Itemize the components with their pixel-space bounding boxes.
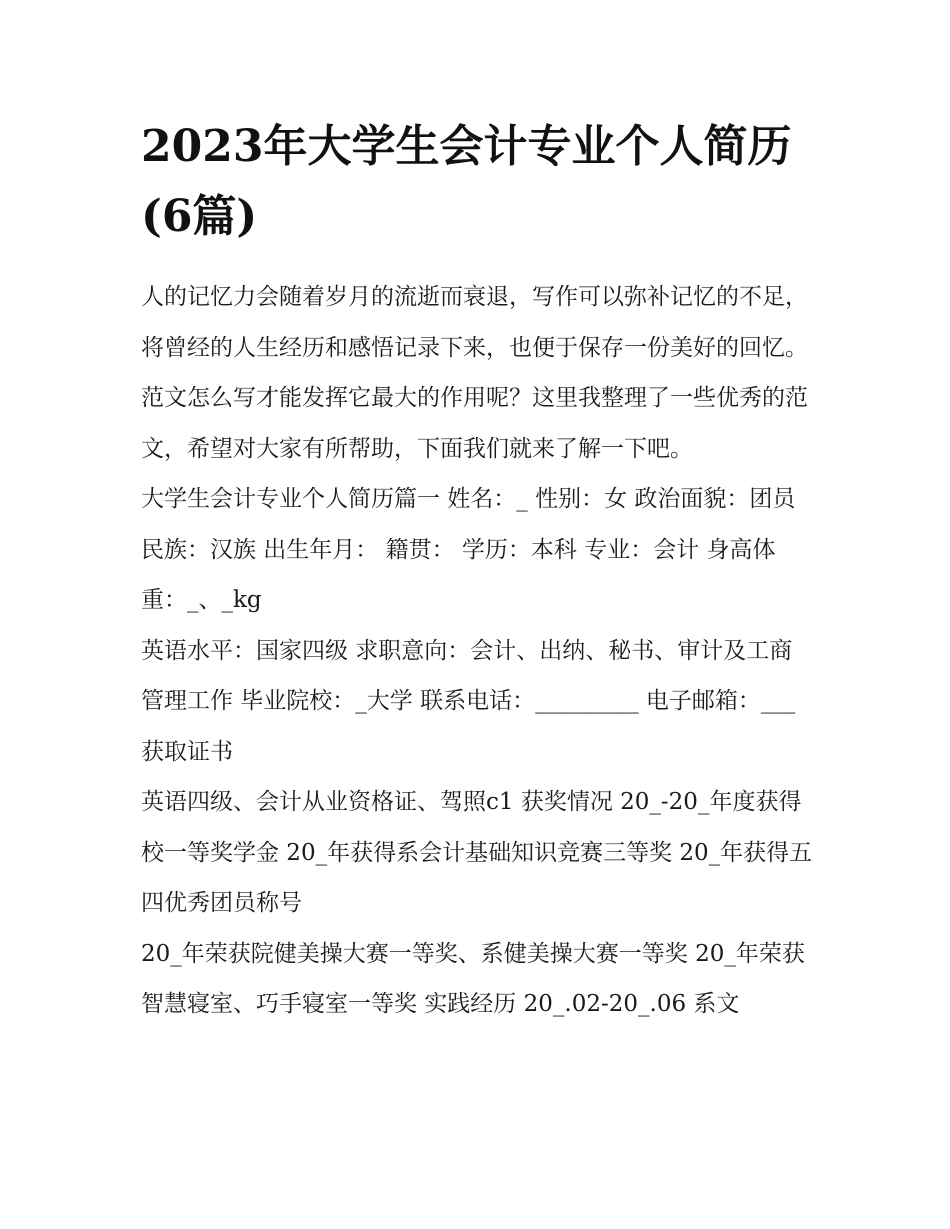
resume-awards-paragraph: 英语四级、会计从业资格证、驾照c1 获奖情况 20_-20_年度获得校一等奖学金 20_年获得系会计基础知识竞赛三等奖 20_年获得五四优秀团员称号	[141, 789, 813, 916]
resume-contact-paragraph: 英语水平：国家四级 求职意向：会计、出纳、秘书、审计及工商管理工作 毕业院校：_大学 联系电话：_________ 电子邮箱：___ 获取证书	[141, 637, 796, 765]
resume-experience-paragraph: 20_年荣获院健美操大赛一等奖、系健美操大赛一等奖 20_年荣获智慧寝室、巧手寝室一等奖 实践经历 20_.02-20_.06 系文	[141, 940, 805, 1017]
document-title: 2023年大学生会计专业个人简历(6篇)	[141, 121, 792, 242]
intro-paragraph: 人的记忆力会随着岁月的流逝而衰退，写作可以弥补记忆的不足，将曾经的人生经历和感悟记录下来，也便于保存一份美好的回忆。范文怎么写才能发挥它最大的作用呢？这里我整理了一些优秀的范文，希望对大家有所帮助，下面我们就来了解一下吧。	[141, 284, 808, 462]
document-body	[141, 112, 813, 1030]
resume-basic-info-paragraph: 大学生会计专业个人简历篇一 姓名：_ 性别：女 政治面貌：团员 民族：汉族 出生年月： 籍贯： 学历：本科 专业：会计 身高体重：_、_kg	[141, 486, 796, 613]
